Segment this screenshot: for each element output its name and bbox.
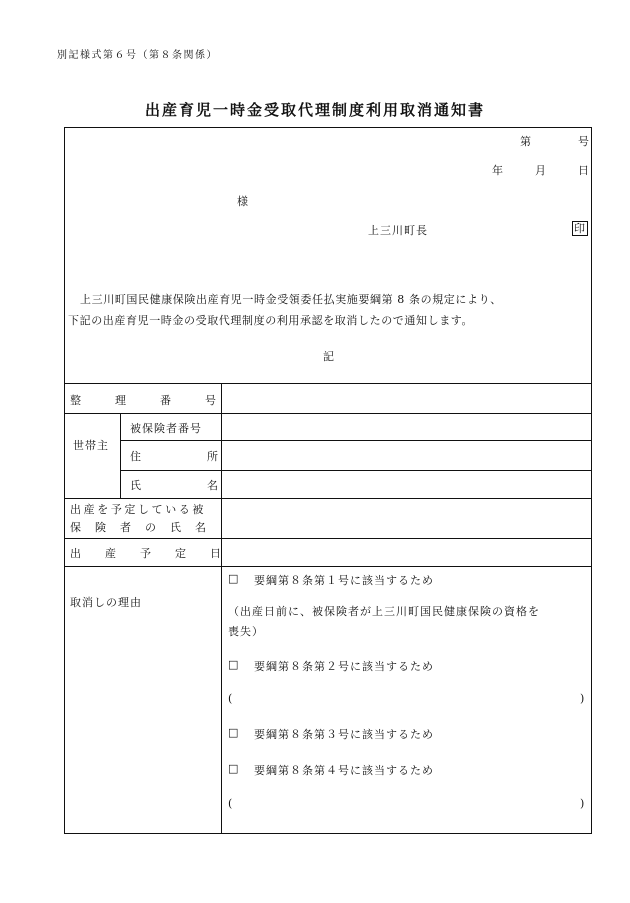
row-line: [64, 498, 592, 499]
row-line: [120, 440, 592, 441]
row-line: [64, 413, 592, 414]
reason-1-note-line1: （出産日前に、被保険者が上三川町国民健康保険の資格を: [228, 605, 540, 618]
reason-1-text: 要綱第８条第１号に該当するため: [254, 574, 434, 587]
date-month: 月: [535, 164, 547, 177]
reason-3-text: 要綱第８条第３号に該当するため: [254, 728, 434, 741]
seal-mark: 印: [574, 222, 586, 235]
expected-person-label-line2: 保険者の氏名: [70, 521, 220, 534]
date-year: 年: [492, 164, 504, 177]
reason-4-text: 要綱第８条第４号に該当するため: [254, 764, 434, 777]
name-label: 氏名: [130, 479, 284, 492]
ref-number-text: 整理番号: [70, 394, 250, 407]
reason-1-checkbox[interactable]: □: [228, 572, 240, 585]
ref-number-label: [70, 392, 250, 408]
row-line: [64, 538, 592, 539]
reason-2-text: 要綱第８条第２号に該当するため: [254, 660, 434, 673]
column-divider: [120, 413, 121, 498]
address-label: 住所: [130, 450, 284, 463]
form-number-label: 別記様式第６号（第８条関係）: [57, 50, 218, 61]
reason-3-checkbox[interactable]: □: [228, 726, 240, 739]
number-suffix: 号: [578, 135, 590, 148]
reason-4-paren-close: ): [580, 797, 586, 810]
row-line: [120, 470, 592, 471]
notice-line-1: 上三川町国民健康保険出産育児一時金受領委任払実施要綱第 8 条の規定により、: [80, 293, 502, 306]
reason-2-checkbox[interactable]: □: [228, 658, 240, 671]
reason-label: 取消しの理由: [70, 596, 142, 609]
date-day: 日: [578, 164, 590, 177]
reason-4-paren-open: (: [228, 797, 234, 810]
notice-body: [68, 289, 588, 331]
table-top-line: [64, 383, 592, 384]
note-heading: 記: [323, 350, 335, 363]
householder-label: 世帯主: [73, 439, 109, 452]
addressee-suffix: 様: [237, 195, 249, 208]
number-prefix: 第: [520, 135, 532, 148]
reason-4-checkbox[interactable]: □: [228, 762, 240, 775]
reason-2-paren-close: ): [580, 692, 586, 705]
row-line: [64, 566, 592, 567]
insured-number-label: 被保険者番号: [130, 422, 202, 435]
reason-1-note-line2: 喪失）: [228, 625, 264, 638]
expected-person-label-line1: 出産を予定している被: [70, 503, 206, 516]
due-date-label: 出産予定日: [70, 547, 245, 560]
document-title: 出産育児一時金受取代理制度利用取消通知書: [144, 101, 485, 119]
notice-line-2: 下記の出産育児一時金の受取代理制度の利用承認を取消したので通知します。: [68, 314, 474, 327]
reason-2-paren-open: (: [228, 692, 234, 705]
issuer-name: 上三川町長: [368, 224, 428, 237]
